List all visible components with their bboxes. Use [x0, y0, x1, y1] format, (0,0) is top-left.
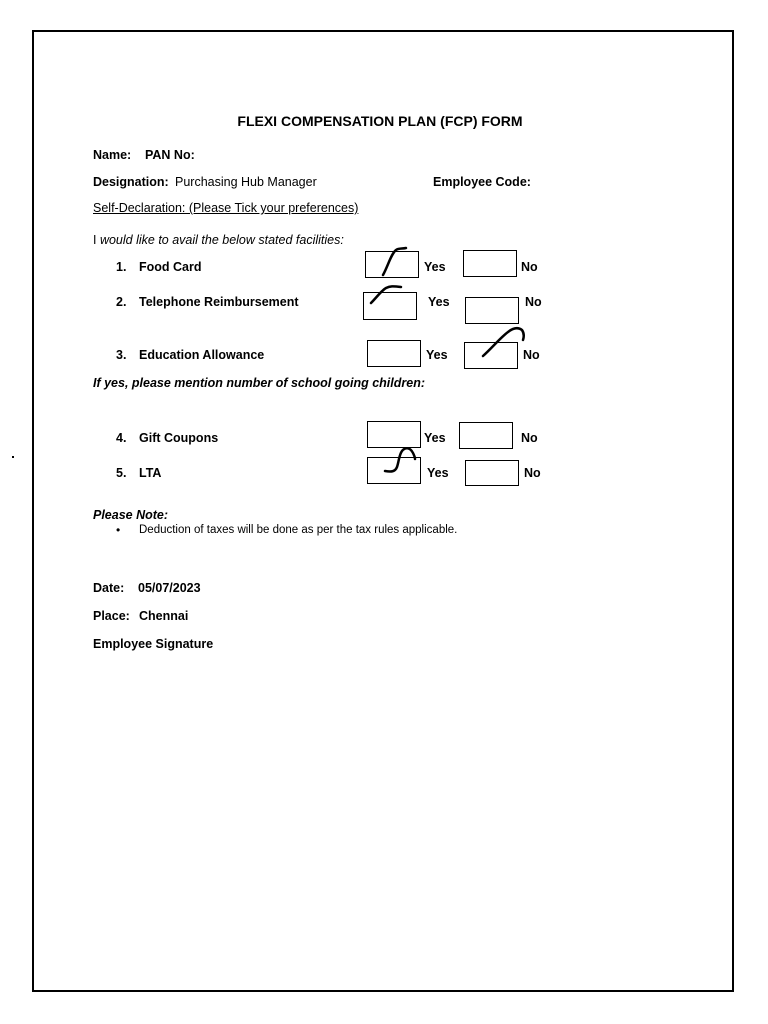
date-label: Date:: [93, 581, 125, 595]
item-5-number: 5.: [116, 466, 127, 480]
item-2-no-checkbox[interactable]: [465, 297, 519, 324]
item-5-label: LTA: [139, 466, 162, 480]
pan-label: PAN No:: [145, 148, 195, 162]
item-5-no-checkbox[interactable]: [465, 460, 519, 486]
item-2-yes-label: Yes: [428, 295, 450, 309]
children-question: If yes, please mention number of school going children:: [93, 376, 425, 390]
name-label: Name:: [93, 148, 132, 162]
item-1-yes-checkbox[interactable]: [365, 251, 419, 278]
item-5-no-label: No: [524, 466, 541, 480]
note-heading: Please Note:: [93, 508, 169, 522]
note-bullet: •: [116, 523, 121, 537]
item-4-yes-label: Yes: [424, 431, 446, 445]
employee-code-label: Employee Code:: [433, 175, 531, 189]
item-1-yes-label: Yes: [424, 260, 446, 274]
item-4-no-checkbox[interactable]: [459, 422, 513, 449]
item-3-no-label: No: [523, 348, 540, 362]
item-3-yes-checkbox[interactable]: [367, 340, 421, 367]
signature-label: Employee Signature: [93, 637, 214, 651]
designation-label: Designation:: [93, 175, 169, 189]
intro-prefix: I: [93, 233, 97, 247]
item-2-no-label: No: [525, 295, 542, 309]
item-3-number: 3.: [116, 348, 127, 362]
item-3-yes-label: Yes: [426, 348, 448, 362]
item-5-yes-label: Yes: [427, 466, 449, 480]
form-title: FLEXI COMPENSATION PLAN (FCP) FORM: [237, 113, 523, 129]
designation-value: Purchasing Hub Manager: [175, 175, 317, 189]
item-5-yes-checkbox[interactable]: [367, 457, 421, 484]
item-1-no-label: No: [521, 260, 538, 274]
note-text: Deduction of taxes will be done as per the tax rules applicable.: [139, 524, 458, 536]
intro-rest: would like to avail the below stated facilities:: [96, 233, 344, 247]
place-value: Chennai: [139, 609, 189, 623]
item-4-label: Gift Coupons: [139, 431, 219, 445]
item-1-number: 1.: [116, 260, 127, 274]
item-1-label: Food Card: [139, 260, 202, 274]
item-2-label: Telephone Reimbursement: [139, 295, 299, 309]
stray-dot: [12, 456, 14, 458]
item-3-no-checkbox[interactable]: [464, 342, 518, 369]
item-2-number: 2.: [116, 295, 127, 309]
item-1-no-checkbox[interactable]: [463, 250, 517, 277]
item-4-yes-checkbox[interactable]: [367, 421, 421, 448]
item-2-yes-checkbox[interactable]: [363, 292, 417, 320]
self-declaration-heading: Self-Declaration: (Please Tick your preferences): [93, 201, 359, 215]
place-label: Place:: [93, 609, 130, 623]
item-4-number: 4.: [116, 431, 127, 445]
item-4-no-label: No: [521, 431, 538, 445]
intro-text: [93, 233, 344, 247]
item-3-label: Education Allowance: [139, 348, 265, 362]
date-value: 05/07/2023: [138, 581, 201, 595]
